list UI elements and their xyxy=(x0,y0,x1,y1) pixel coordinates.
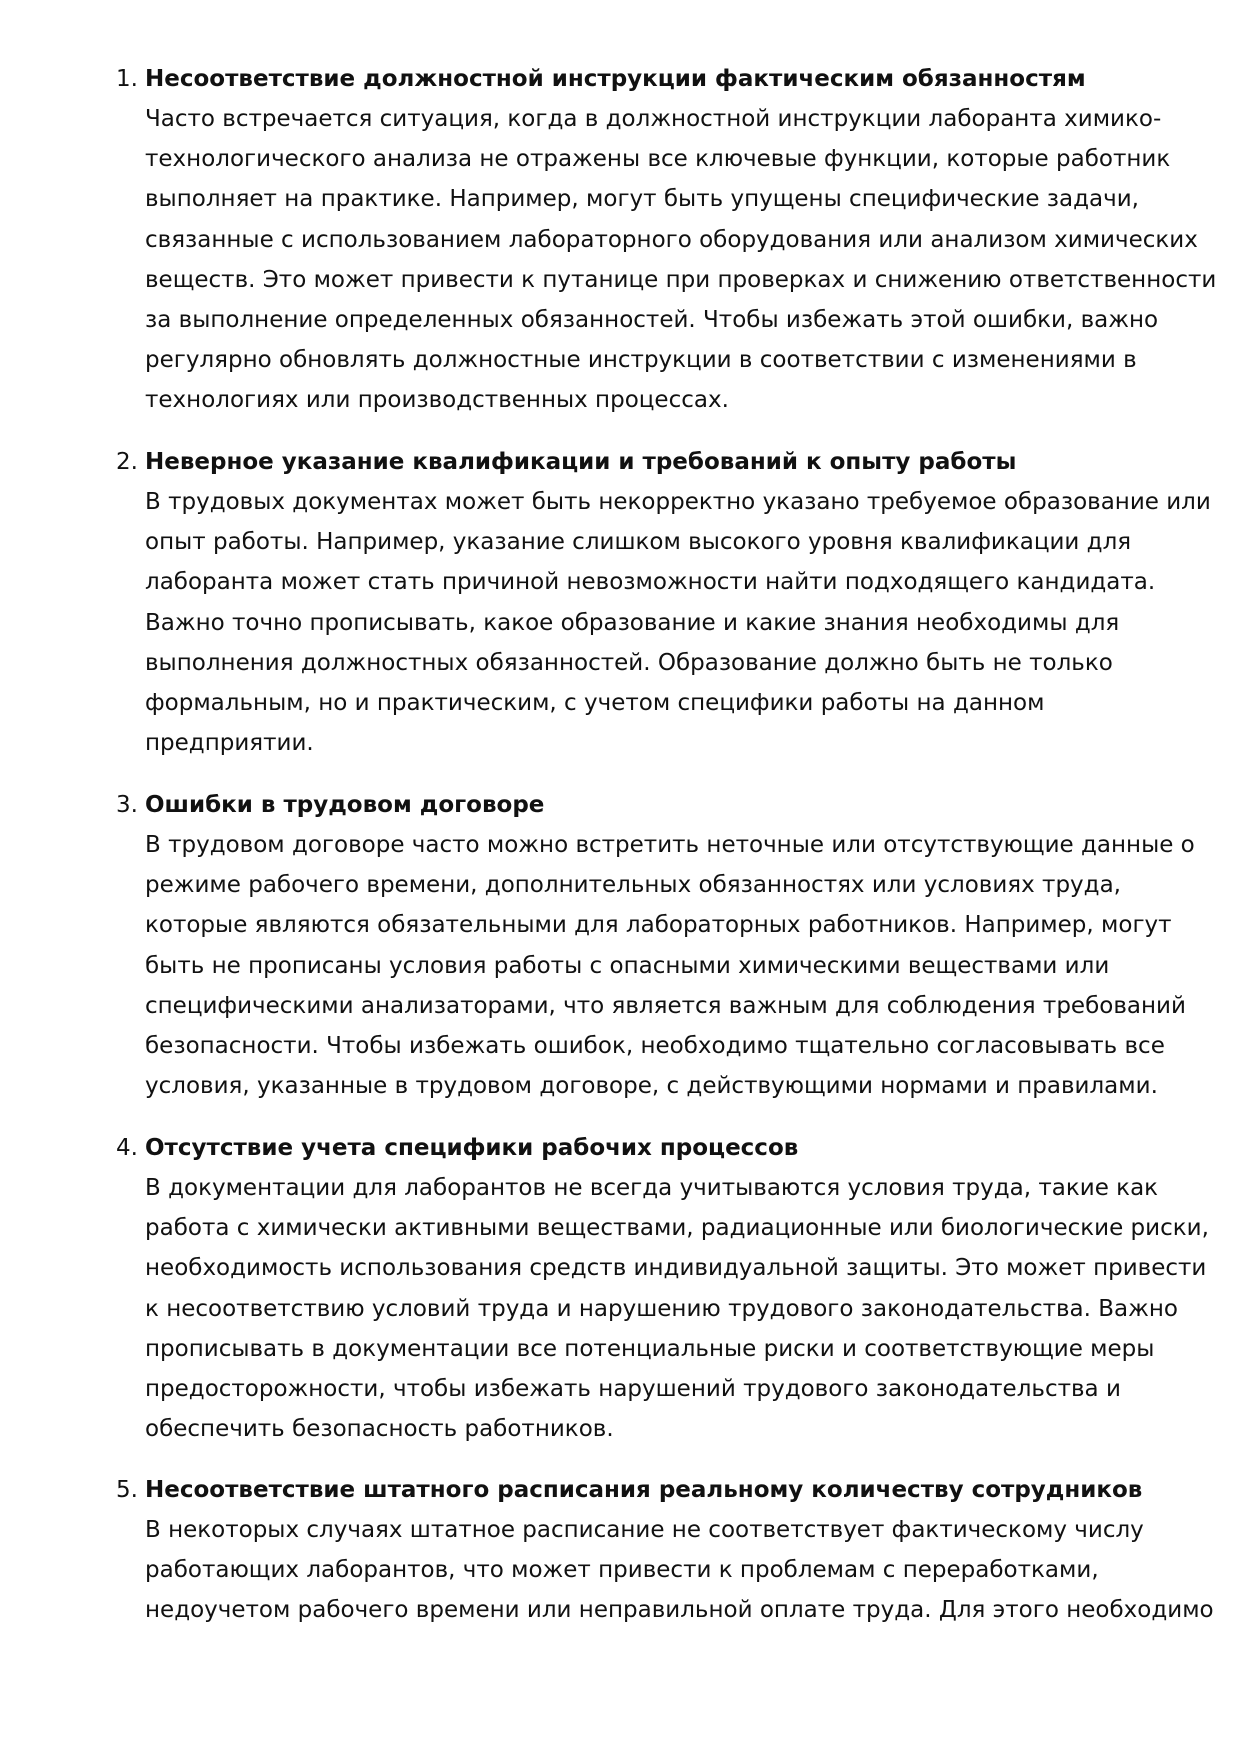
item-heading xyxy=(116,442,1166,482)
body-line: безопасности. Чтобы избежать ошибок, необходимо тщательно согласовывать все xyxy=(145,1032,1165,1059)
item-title: Несоответствие должностной инструкции фактическим обязанностям xyxy=(145,66,1086,92)
body-line: веществ. Это может привести к путанице при проверках и снижению ответственности xyxy=(145,266,1217,293)
body-line: режиме рабочего времени, дополнительных обязанностях или условиях труда, xyxy=(145,872,1121,899)
item-heading xyxy=(116,59,1166,99)
item-body xyxy=(145,1510,1214,1631)
body-line: связанные с использованием лабораторного оборудования или анализом химических xyxy=(145,226,1198,253)
body-line: В документации для лаборантов не всегда учитываются условия труда, такие как xyxy=(145,1175,1159,1201)
body-line: технологиях или производственных процессах. xyxy=(145,387,729,414)
item-number: 5. xyxy=(116,1477,138,1503)
item-number: 2. xyxy=(116,449,138,475)
body-line: Важно точно прописывать, какое образование и какие знания необходимы для xyxy=(145,609,1120,636)
body-line: прописывать в документации все потенциальные риски и соответствующие меры xyxy=(145,1335,1155,1362)
list-item xyxy=(116,442,1211,763)
body-line: условия, указанные в трудовом договоре, с действующими нормами и правилами. xyxy=(145,1073,1158,1100)
list-item xyxy=(116,1128,1209,1449)
list-item xyxy=(116,785,1195,1106)
body-line: предосторожности, чтобы избежать нарушений трудового законодательства и xyxy=(145,1375,1121,1402)
list-item xyxy=(116,1470,1214,1631)
body-line: выполнения должностных обязанностей. Образование должно быть не только xyxy=(145,649,1113,676)
body-line: Часто встречается ситуация, когда в должностной инструкции лаборанта химико- xyxy=(145,106,1162,132)
item-heading xyxy=(116,785,1166,825)
body-line: работающих лаборантов, что может привести к проблемам с переработками, xyxy=(145,1557,1099,1584)
item-number: 4. xyxy=(116,1135,138,1161)
body-line: опыт работы. Например, указание слишком высокого уровня квалификации для xyxy=(145,529,1132,556)
body-line: В трудовых документах может быть некорректно указано требуемое образование или xyxy=(145,489,1211,515)
body-line: регулярно обновлять должностные инструкции в соответствии с изменениями в xyxy=(145,347,1137,374)
item-body xyxy=(145,99,1217,421)
item-title: Отсутствие учета специфики рабочих процессов xyxy=(145,1135,799,1161)
item-title: Ошибки в трудовом договоре xyxy=(145,792,545,818)
item-title: Неверное указание квалификации и требований к опыту работы xyxy=(145,449,1017,475)
body-line: лаборанта может стать причиной невозможности найти подходящего кандидата. xyxy=(145,569,1156,596)
item-heading xyxy=(116,1128,1166,1168)
body-line: быть не прописаны условия работы с опасными химическими веществами или xyxy=(145,952,1110,979)
item-body xyxy=(145,482,1211,763)
body-line: к несоответствию условий труда и нарушению трудового законодательства. Важно xyxy=(145,1295,1178,1322)
body-line: В некоторых случаях штатное расписание не соответствует фактическому числу xyxy=(145,1517,1144,1543)
body-line: обеспечить безопасность работников. xyxy=(145,1416,614,1443)
body-line: за выполнение определенных обязанностей. Чтобы избежать этой ошибки, важно xyxy=(145,306,1159,333)
item-heading xyxy=(116,1470,1166,1510)
item-body xyxy=(145,1168,1209,1449)
body-line: которые являются обязательными для лабораторных работников. Например, могут xyxy=(145,912,1172,939)
item-body xyxy=(145,825,1195,1106)
body-line: выполняет на практике. Например, могут быть упущены специфические задачи, xyxy=(145,186,1139,213)
body-line: недоучетом рабочего времени или неправильной оплате труда. Для этого необходимо xyxy=(145,1597,1214,1624)
body-line: специфическими анализаторами, что является важным для соблюдения требований xyxy=(145,992,1186,1019)
list-item xyxy=(116,59,1217,421)
body-line: технологического анализа не отражены все ключевые функции, которые работник xyxy=(145,146,1171,173)
item-number: 1. xyxy=(116,66,138,92)
body-line: работа с химически активными веществами, радиационные или биологические риски, xyxy=(145,1215,1209,1242)
body-line: необходимость использования средств индивидуальной защиты. Это может привести xyxy=(145,1255,1207,1282)
item-number: 3. xyxy=(116,792,138,818)
item-title: Несоответствие штатного расписания реальному количеству сотрудников xyxy=(145,1477,1143,1503)
body-line: В трудовом договоре часто можно встретить неточные или отсутствующие данные о xyxy=(145,832,1195,858)
body-line: предприятии. xyxy=(145,730,314,757)
body-line: формальным, но и практическим, с учетом специфики работы на данном xyxy=(145,689,1045,716)
